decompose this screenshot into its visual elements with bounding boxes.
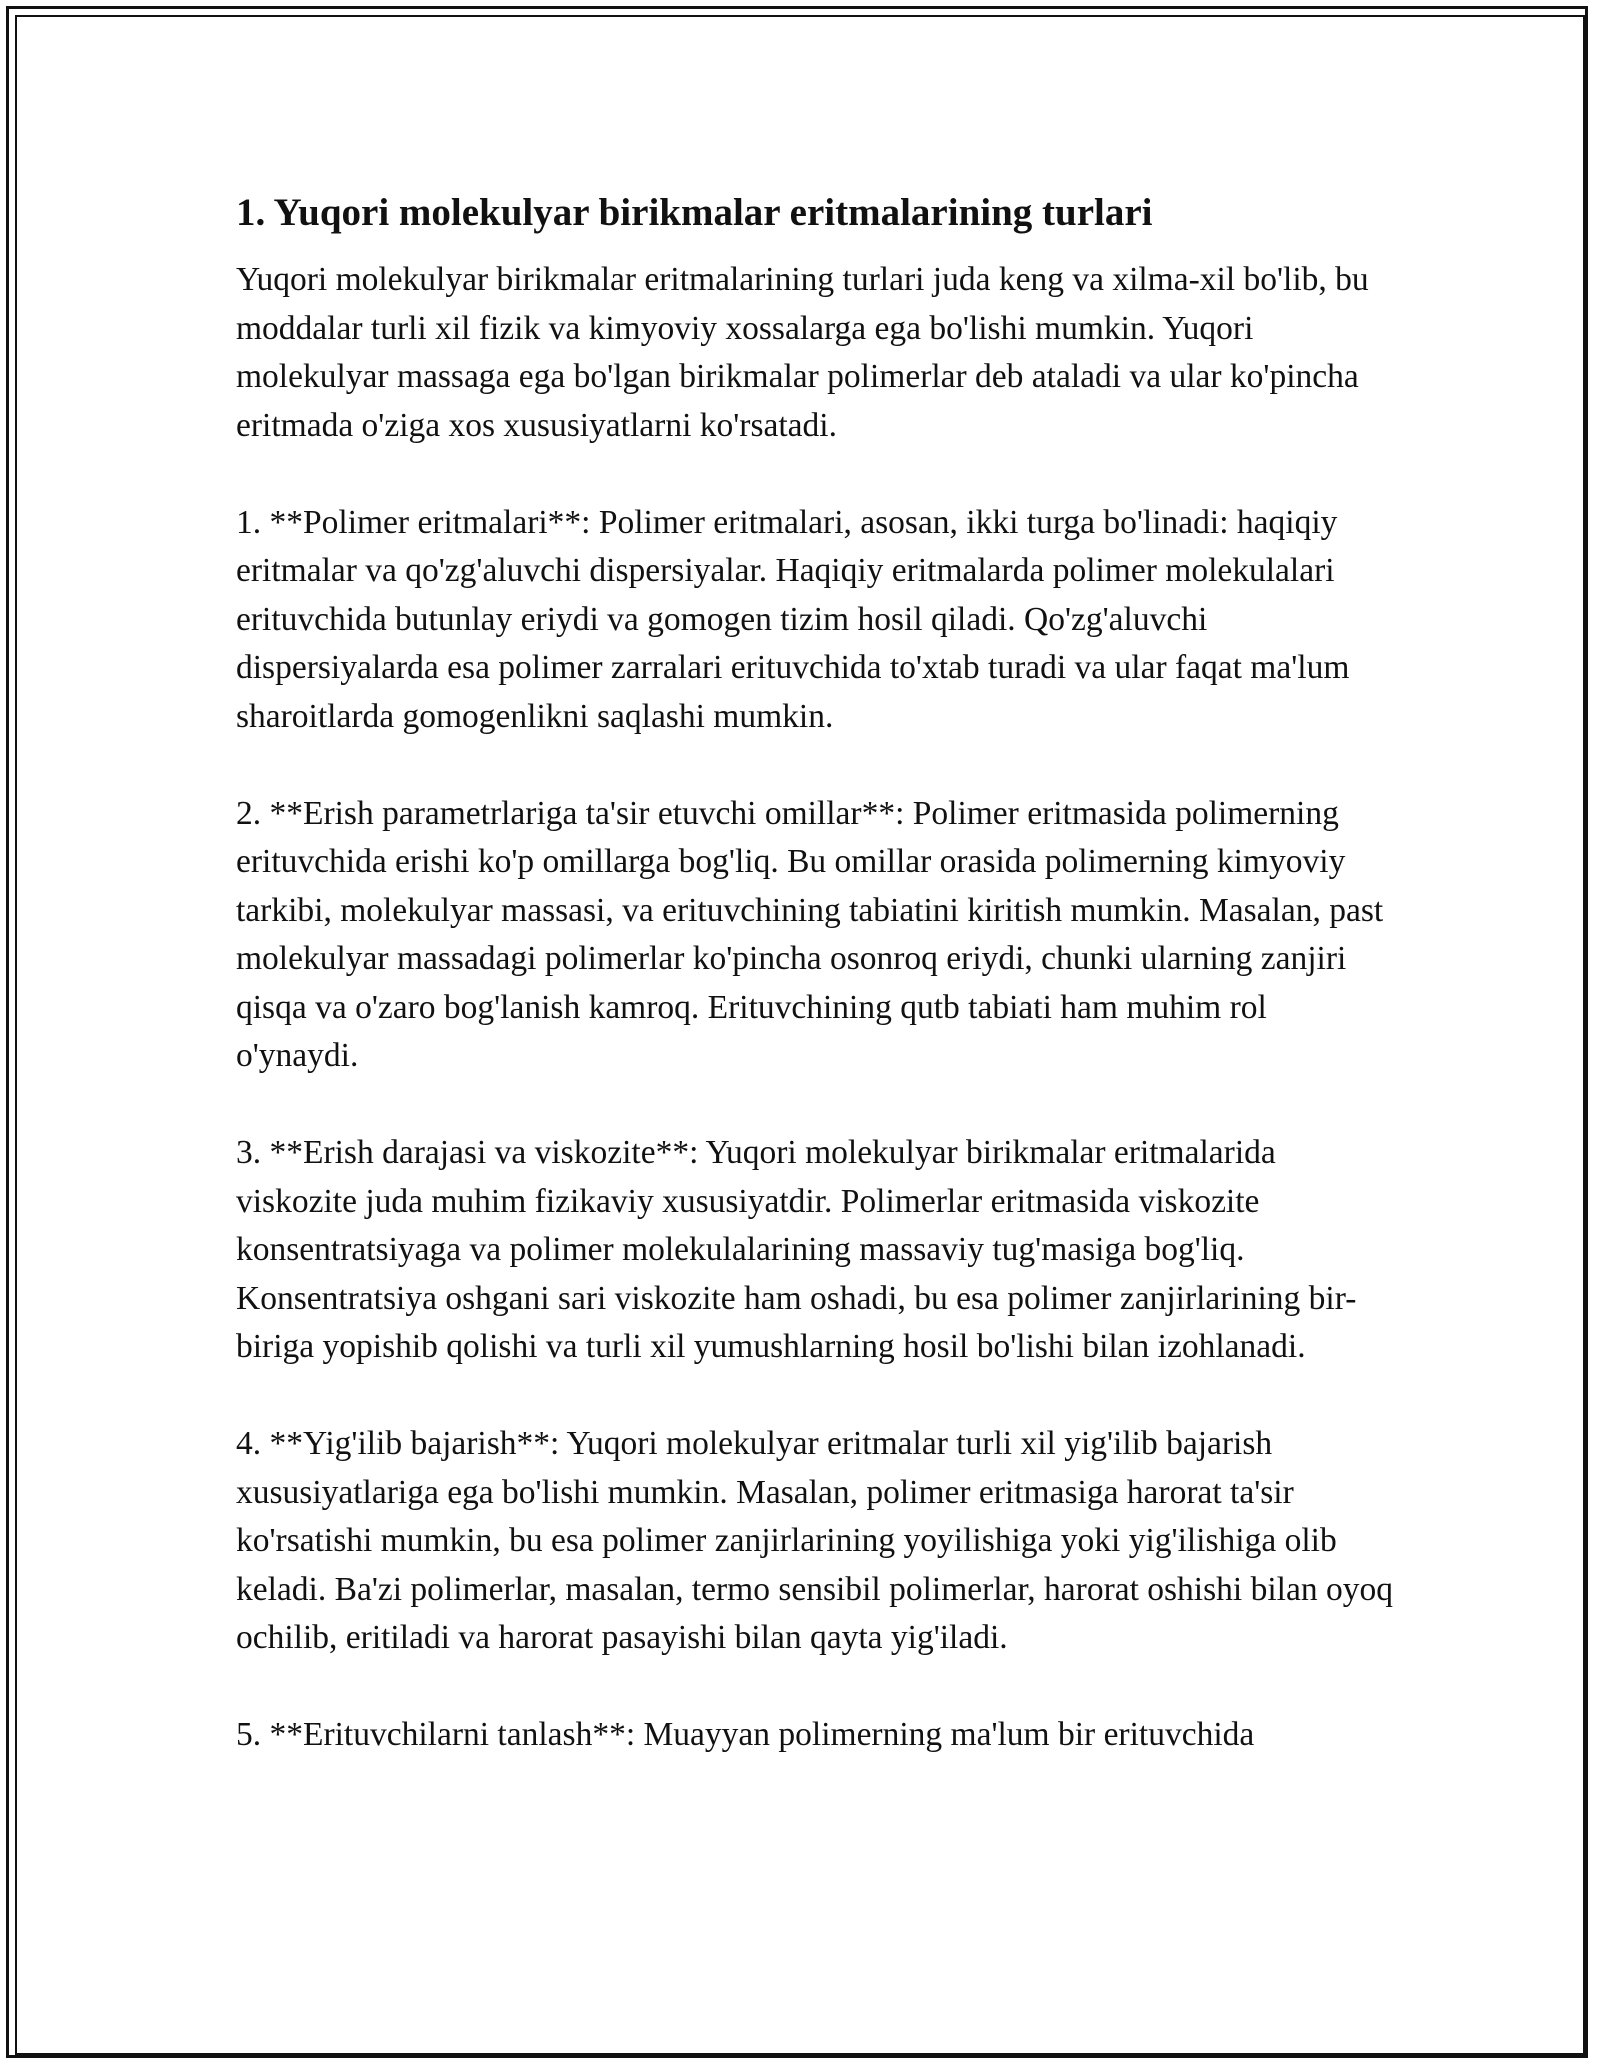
document-body — [236, 186, 1396, 1808]
list-item-erish-parametrlari: 2. **Erish parametrlariga ta'sir etuvchi omillar**: Polimer eritmasida polimerning erituvchida erishi ko'p omillarga bog'liq. Bu omillar orasida polimerning kimyoviy tarkibi, molekulyar massasi, va erituvchining tabiatini kiritish mumkin. Masalan, past molekulyar massadagi polimerlar ko'pincha osonroq eriydi, chunki ularning zanjiri qisqa va o'zaro bog'lanish kamroq. Erituvchining qutb tabiati ham muhim rol o'ynaydi. — [236, 794, 1384, 1074]
list-item-polimer-eritmalari: 1. **Polimer eritmalari**: Polimer eritmalari, asosan, ikki turga bo'linadi: haqiqiy eritmalar va qo'zg'aluvchi dispersiyalar. Haqiqiy eritmalarda polimer molekulalari erituvchida butunlay eriydi va gomogen tizim hosil qiladi. Qo'zg'aluvchi dispersiyalarda esa polimer zarralari erituvchida to'xtab turadi va ular faqat ma'lum sharoitlarda gomogenlikni saqlashi mumkin. — [236, 503, 1350, 735]
document-title: 1. Yuqori molekulyar birikmalar eritmalarining turlari — [236, 191, 1153, 234]
list-item-yigilib-bajarish: 4. **Yig'ilib bajarish**: Yuqori molekulyar eritmalar turli xil yig'ilib bajarish xususiyatlariga ega bo'lishi mumkin. Masalan, polimer eritmasiga harorat ta'sir ko'rsatishi mumkin, bu esa polimer zanjirlarining yoyilishiga yoki yig'ilishiga olib keladi. Ba'zi polimerlar, masalan, termo sensibil polimerlar, harorat oshishi bilan oyoq ochilib, eritiladi va harorat pasayishi bilan qayta yig'iladi. — [236, 1425, 1393, 1656]
intro-paragraph: Yuqori molekulyar birikmalar eritmalarining turlari juda keng va xilma-xil bo'lib, bu moddalar turli xil fizik va kimyoviy xossalarga ega bo'lishi mumkin. Yuqori molekulyar massaga ega bo'lgan birikmalar polimerlar deb ataladi va ular ko'pincha eritmada o'ziga xos xususiyatlarni ko'rsatadi. — [236, 261, 1369, 444]
list-item-erish-darajasi: 3. **Erish darajasi va viskozite**: Yuqori molekulyar birikmalar eritmalarida viskozite juda muhim fizikaviy xususiyatdir. Polimerlar eritmasida viskozite konsentratsiyaga va polimer molekulalarining massaviy tug'masiga bog'liq. Konsentratsiya oshgani sari viskozite ham oshadi, bu esa polimer zanjirlarining bir-biriga yopishib qolishi va turli xil yumushlarning hosil bo'lishi bilan izohlanadi. — [236, 1134, 1357, 1365]
list-item-erituvchilarni-tanlash: 5. **Erituvchilarni tanlash**: Muayyan polimerning ma'lum bir erituvchida — [236, 1716, 1255, 1753]
